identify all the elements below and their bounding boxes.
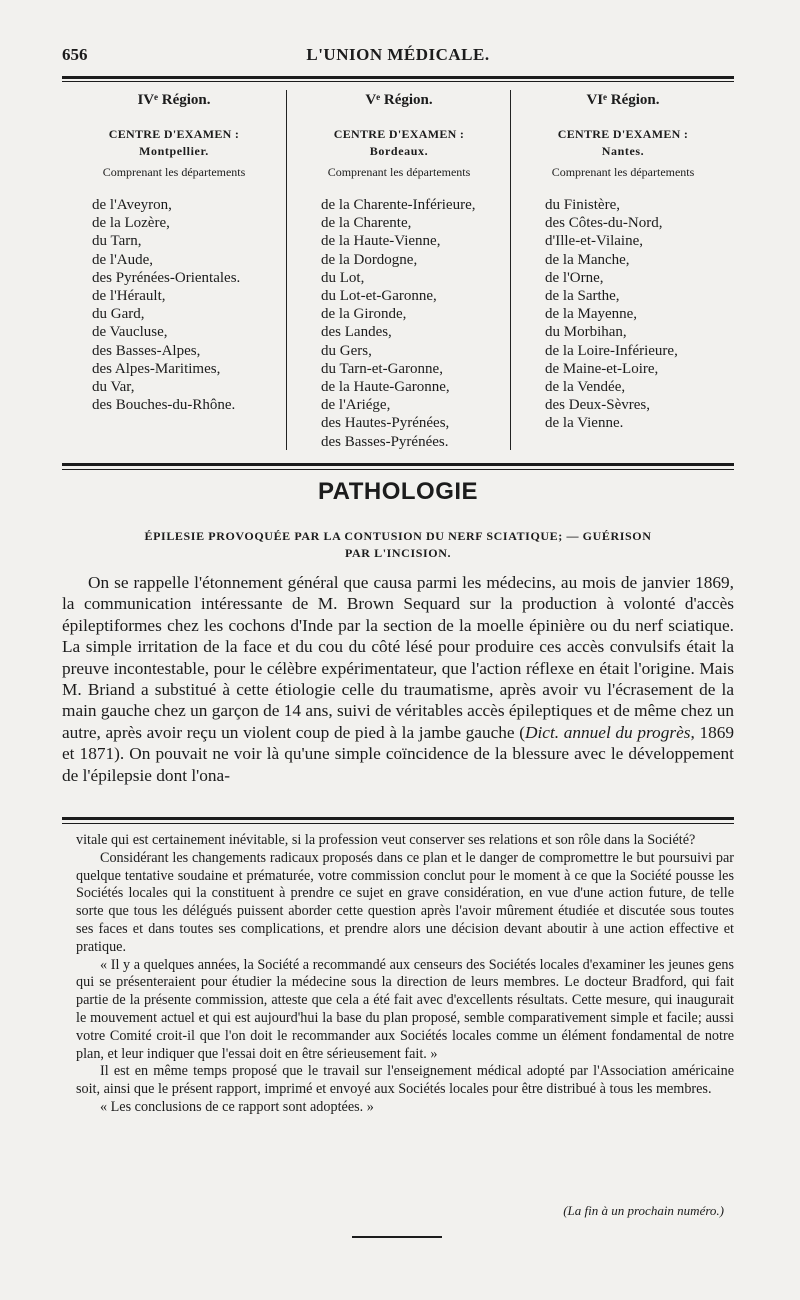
centre-city: Bordeaux. xyxy=(369,144,429,158)
header-rule xyxy=(62,76,734,79)
department-item: de Vaucluse, xyxy=(92,324,168,341)
department-item: de la Mayenne, xyxy=(545,306,638,323)
department-item: des Pyrénées-Orientales. xyxy=(92,269,241,286)
department-item: de la Gironde, xyxy=(321,306,407,323)
department-item: des Alpes-Maritimes, xyxy=(92,360,221,377)
article-paragraph xyxy=(62,572,734,786)
department-list xyxy=(511,196,735,433)
region-column-v xyxy=(286,90,511,450)
region-title: Vᵉ Région. xyxy=(365,92,433,108)
department-item: de la Dordogne, xyxy=(321,251,418,268)
department-item: de l'Hérault, xyxy=(92,288,166,305)
department-item: du Morbihan, xyxy=(545,324,627,341)
feuilleton-rule xyxy=(62,817,734,820)
department-item: des Basses-Alpes, xyxy=(92,342,201,359)
centre-label: CENTRE D'EXAMEN : xyxy=(333,127,465,141)
department-item: de Maine-et-Loire, xyxy=(545,360,659,377)
header-rule-thin xyxy=(62,81,734,82)
journal-title: L'UNION MÉDICALE. xyxy=(306,45,490,64)
department-item: de la Lozère, xyxy=(92,215,170,232)
paragraph-text: On se rappelle l'étonnement général que causa parmi les médecins, au mois de janvier 1869, la communication intéressante de M. Brown Sequard sur la production à volonté d'accès épileptiformes chez les cochons d'Inde par la section de la moelle épinière ou du nerf sciatique. La simple irritation de la face et du cou du côté lésé pour produire ces accès convulsifs était la preuve incontestable, pour le célèbre expérimentateur, que l'action réflexe en était l'origine. Mais M. Briand a substitué à cette étiologie celle du traumatisme, après avoir vu l'écrasement de la main gauche chez un garçon de 14 ans, suivi de véritables accès épileptiques et de même chez un autre, après avoir reçu un violent coup de pied à la jambe gauche ( xyxy=(62,573,734,742)
end-rule xyxy=(352,1236,442,1238)
department-list xyxy=(62,196,286,414)
continuation-paragraph: Considérant les changements radicaux proposés dans ce plan et le danger de compromettre le but poursuivi par quelque tentative soudaine et prématurée, votre commission conclut pour le moment à ce que la Société pousse les Sociétés locales qui la constituent à prendre ce sujet en grave considération, en vue d'une action future, de telle sorte que tous les délégués puissent aborder cette question après l'avoir mûrement étudiée et discutée sous toutes ses faces et dans toutes ses complications, et prendre alors une décision devant aboutir à une action effective et pratique. xyxy=(76,849,734,955)
department-list xyxy=(287,196,511,451)
to-be-continued-note: (La fin à un prochain numéro.) xyxy=(563,1203,724,1218)
article-title-line: ÉPILESIE PROVOQUÉE PAR LA CONTUSION DU NERF SCIATIQUE; — GUÉRISON xyxy=(144,529,652,543)
centre-label: CENTRE D'EXAMEN : xyxy=(108,127,240,141)
department-item: du Gard, xyxy=(92,306,145,323)
continuation-paragraph: Il est en même temps proposé que le travail sur l'enseignement médical adopté par l'Association américaine soit, ainsi que le présent rapport, imprimé et envoyé aux Sociétés locales pour être distribué à tous les membres. xyxy=(76,1063,734,1098)
continuation-paragraph: vitale qui est certainement inévitable, si la profession veut conserver ses relations et son rôle dans la Société? xyxy=(76,832,696,848)
department-item: du Lot, xyxy=(321,269,365,286)
paragraph-text: , 1869 et 1871). On pouvait ne voir là qu'une simple coïncidence de la blessure avec le développement de l'épilepsie dont l'ona- xyxy=(62,722,735,785)
department-item: des Bouches-du-Rhône. xyxy=(92,397,236,414)
region-title: IVᵉ Région. xyxy=(137,92,211,108)
department-item: du Finistère, xyxy=(545,197,620,213)
department-item: du Tarn, xyxy=(92,233,142,250)
comprising-label: Comprenant les départements xyxy=(327,165,471,179)
section-rule xyxy=(62,463,734,466)
department-item: du Gers, xyxy=(321,342,372,359)
department-item: de la Manche, xyxy=(545,251,630,268)
department-item: des Deux-Sèvres, xyxy=(545,397,650,414)
department-item: du Var, xyxy=(92,379,135,396)
centre-city: Montpellier. xyxy=(139,144,209,158)
region-title: VIᵉ Région. xyxy=(586,92,660,108)
department-item: de l'Aude, xyxy=(92,251,154,268)
department-item: du Lot-et-Garonne, xyxy=(321,288,437,305)
article-body xyxy=(62,572,734,786)
article-title xyxy=(62,528,734,562)
section-title: PATHOLOGIE xyxy=(317,478,479,505)
department-item: de la Charente-Inférieure, xyxy=(321,197,476,213)
running-header xyxy=(62,45,734,75)
citation: Dict. annuel du progrès xyxy=(525,722,691,742)
regions-table xyxy=(62,90,734,450)
department-item: des Hautes-Pyrénées, xyxy=(321,415,450,432)
journal-page xyxy=(62,0,734,1300)
centre-label: CENTRE D'EXAMEN : xyxy=(557,127,689,141)
department-item: de la Charente, xyxy=(321,215,412,232)
department-item: des Landes, xyxy=(321,324,392,341)
centre-city: Nantes. xyxy=(601,144,645,158)
department-item: de la Haute-Vienne, xyxy=(321,233,441,250)
department-item: de la Vienne. xyxy=(545,415,624,432)
department-item: d'Ille-et-Vilaine, xyxy=(545,233,644,250)
department-item: de la Haute-Garonne, xyxy=(321,379,450,396)
department-item: des Basses-Pyrénées. xyxy=(321,433,449,450)
region-column-vi xyxy=(510,90,735,450)
page-number: 656 xyxy=(62,45,88,64)
department-item: des Côtes-du-Nord, xyxy=(545,215,663,232)
section-rule-thin xyxy=(62,469,734,470)
comprising-label: Comprenant les départements xyxy=(102,165,246,179)
continuation-text xyxy=(76,832,734,1117)
region-column-iv xyxy=(62,90,286,450)
department-item: de l'Aveyron, xyxy=(92,197,172,213)
continuation-paragraph: « Les conclusions de ce rapport sont adoptées. » xyxy=(100,1098,374,1115)
article-title-line: PAR L'INCISION. xyxy=(344,546,452,560)
department-item: de la Loire-Inférieure, xyxy=(545,342,678,359)
continuation-paragraph: « Il y a quelques années, la Société a recommandé aux censeurs des Sociétés locales d'examiner les jeunes gens qui se présenteraient pour étudier la médecine sous la direction de leurs membres. Le docteur Bradford, qui fait partie de la présente commission, atteste que cela a été fait avec d'excellents résultats. Cette mesure, qui inaugurait le mouvement actuel et qui est aujourd'hui la base du plan proposé, semble comparativement simple et facile; aussi votre Comité croit-il que l'on doit le recommander aux Sociétés locales comme un élément fondamental de notre plan, et leur indiquer que l'essai doit en être sérieusement fait. » xyxy=(76,956,734,1062)
department-item: de la Sarthe, xyxy=(545,288,620,305)
department-item: de la Vendée, xyxy=(545,379,626,396)
department-item: du Tarn-et-Garonne, xyxy=(321,360,443,377)
comprising-label: Comprenant les départements xyxy=(551,165,695,179)
department-item: de l'Orne, xyxy=(545,269,604,286)
feuilleton-rule-thin xyxy=(62,823,734,824)
department-item: de l'Ariége, xyxy=(321,397,391,414)
